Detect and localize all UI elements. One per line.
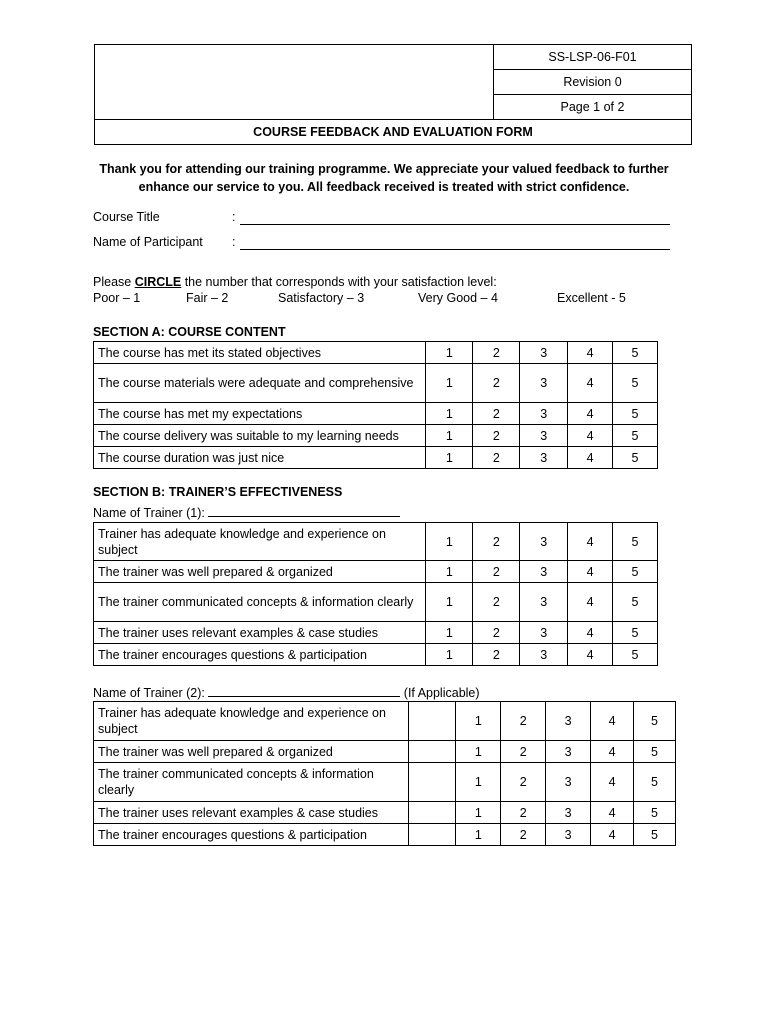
rating-option[interactable]: 3 bbox=[546, 702, 591, 741]
trainer-2-table bbox=[93, 701, 676, 846]
intro-line-1: Thank you for attending our training programme. We appreciate your valued feedback to further bbox=[99, 162, 669, 176]
rating-option[interactable]: 1 bbox=[426, 622, 473, 644]
rating-option[interactable]: 3 bbox=[520, 644, 568, 666]
rating-option[interactable]: 3 bbox=[520, 622, 568, 644]
rating-option[interactable]: 2 bbox=[473, 403, 520, 425]
blank-cell bbox=[408, 702, 456, 741]
rating-option[interactable]: 2 bbox=[501, 702, 546, 741]
rating-option[interactable]: 3 bbox=[546, 763, 591, 802]
rating-option[interactable]: 2 bbox=[473, 447, 520, 469]
rating-option[interactable]: 2 bbox=[473, 342, 520, 364]
rating-option[interactable]: 1 bbox=[426, 425, 473, 447]
rating-option[interactable]: 5 bbox=[634, 763, 676, 802]
rating-option[interactable]: 4 bbox=[568, 622, 613, 644]
participant-label: Name of Participant bbox=[93, 235, 203, 249]
course-title-field[interactable] bbox=[240, 210, 670, 225]
rating-option[interactable]: 1 bbox=[456, 802, 501, 824]
if-applicable-note: (If Applicable) bbox=[400, 686, 480, 700]
section-a-title: SECTION A: COURSE CONTENT bbox=[93, 325, 286, 339]
rating-option[interactable]: 5 bbox=[634, 824, 676, 846]
rating-option[interactable]: 4 bbox=[568, 583, 613, 622]
section-b-title: SECTION B: TRAINER’S EFFECTIVENESS bbox=[93, 485, 343, 499]
question: The trainer communicated concepts & information clearly bbox=[94, 583, 426, 622]
rating-option[interactable]: 4 bbox=[568, 425, 613, 447]
question: The course delivery was suitable to my learning needs bbox=[94, 425, 426, 447]
rating-option[interactable]: 4 bbox=[591, 824, 634, 846]
rating-option[interactable]: 3 bbox=[520, 425, 568, 447]
revision: Revision 0 bbox=[494, 70, 692, 95]
question: The trainer was well prepared & organized bbox=[94, 561, 426, 583]
rating-option[interactable]: 3 bbox=[546, 824, 591, 846]
question: The trainer uses relevant examples & case studies bbox=[94, 622, 426, 644]
question: The trainer was well prepared & organized bbox=[94, 741, 409, 763]
rating-option[interactable]: 1 bbox=[426, 403, 473, 425]
rating-option[interactable]: 4 bbox=[591, 763, 634, 802]
rating-option[interactable]: 2 bbox=[501, 741, 546, 763]
rating-option[interactable]: 4 bbox=[568, 447, 613, 469]
blank-cell bbox=[408, 741, 456, 763]
scale-excellent: Excellent - 5 bbox=[557, 291, 626, 305]
rating-option[interactable]: 4 bbox=[591, 802, 634, 824]
rating-option[interactable]: 4 bbox=[568, 364, 613, 403]
rating-option[interactable]: 3 bbox=[520, 561, 568, 583]
scale-satisfactory: Satisfactory – 3 bbox=[278, 291, 365, 305]
rating-option[interactable]: 1 bbox=[456, 824, 501, 846]
blank-cell bbox=[408, 802, 456, 824]
rating-option[interactable]: 2 bbox=[501, 763, 546, 802]
question: The course has met its stated objectives bbox=[94, 342, 426, 364]
rating-option[interactable]: 4 bbox=[568, 561, 613, 583]
rating-option[interactable]: 4 bbox=[568, 644, 613, 666]
scale-very-good: Very Good – 4 bbox=[418, 291, 498, 305]
rating-option[interactable]: 3 bbox=[520, 447, 568, 469]
rating-option[interactable]: 5 bbox=[613, 364, 658, 403]
rating-option[interactable]: 2 bbox=[501, 802, 546, 824]
question: The trainer uses relevant examples & case studies bbox=[94, 802, 409, 824]
rating-option[interactable]: 5 bbox=[613, 403, 658, 425]
rating-option[interactable]: 5 bbox=[634, 741, 676, 763]
rating-option[interactable]: 2 bbox=[473, 622, 520, 644]
rating-option[interactable]: 2 bbox=[473, 583, 520, 622]
rating-option[interactable]: 4 bbox=[591, 741, 634, 763]
question: The course has met my expectations bbox=[94, 403, 426, 425]
rating-option[interactable]: 1 bbox=[456, 741, 501, 763]
blank-cell bbox=[408, 824, 456, 846]
trainer-2-row bbox=[93, 684, 480, 700]
intro-line-2: enhance our service to you. All feedback received is treated with strict confidence. bbox=[138, 180, 630, 194]
question: Trainer has adequate knowledge and experience on subject bbox=[94, 702, 409, 741]
rating-option[interactable]: 4 bbox=[568, 342, 613, 364]
rating-option[interactable]: 5 bbox=[613, 644, 658, 666]
rating-option[interactable]: 2 bbox=[473, 523, 520, 561]
rating-scale-legend bbox=[93, 291, 653, 307]
rating-option[interactable]: 3 bbox=[520, 583, 568, 622]
rating-option[interactable]: 1 bbox=[426, 342, 473, 364]
trainer-1-name-field[interactable] bbox=[208, 504, 400, 517]
doc-code: SS-LSP-06-F01 bbox=[494, 45, 692, 70]
scale-fair: Fair – 2 bbox=[186, 291, 229, 305]
form-title: COURSE FEEDBACK AND EVALUATION FORM bbox=[95, 120, 692, 145]
rating-option[interactable]: 1 bbox=[456, 763, 501, 802]
trainer-1-row bbox=[93, 504, 400, 520]
rating-option[interactable]: 2 bbox=[473, 364, 520, 403]
question: The trainer communicated concepts & information clearly bbox=[94, 763, 409, 802]
rating-option[interactable]: 4 bbox=[568, 403, 613, 425]
rating-option[interactable]: 1 bbox=[426, 364, 473, 403]
rating-option[interactable]: 1 bbox=[426, 523, 473, 561]
rating-option[interactable]: 5 bbox=[613, 523, 658, 561]
rating-option[interactable]: 5 bbox=[613, 622, 658, 644]
participant-field[interactable] bbox=[240, 235, 670, 250]
rating-option[interactable]: 5 bbox=[613, 425, 658, 447]
section-a-table bbox=[93, 341, 658, 469]
rating-option[interactable]: 2 bbox=[473, 644, 520, 666]
rating-option[interactable]: 1 bbox=[426, 583, 473, 622]
rating-option[interactable]: 1 bbox=[426, 644, 473, 666]
rating-option[interactable]: 5 bbox=[613, 583, 658, 622]
trainer-1-table bbox=[93, 522, 658, 666]
instruction-text: Please CIRCLE the number that corresponds with your satisfaction level: bbox=[93, 275, 497, 289]
course-title-colon: : bbox=[232, 210, 236, 224]
trainer-2-label: Name of Trainer (2): bbox=[93, 686, 209, 700]
rating-option[interactable]: 1 bbox=[456, 702, 501, 741]
rating-option[interactable]: 5 bbox=[613, 561, 658, 583]
rating-option[interactable]: 1 bbox=[426, 447, 473, 469]
rating-option[interactable]: 2 bbox=[473, 425, 520, 447]
rating-option[interactable]: 5 bbox=[613, 342, 658, 364]
question: The trainer encourages questions & participation bbox=[94, 824, 409, 846]
page-number: Page 1 of 2 bbox=[494, 95, 692, 120]
rating-option[interactable]: 3 bbox=[546, 802, 591, 824]
rating-option[interactable]: 2 bbox=[501, 824, 546, 846]
question: The course duration was just nice bbox=[94, 447, 426, 469]
rating-option[interactable]: 3 bbox=[546, 741, 591, 763]
rating-option[interactable]: 3 bbox=[520, 403, 568, 425]
intro-text bbox=[94, 160, 674, 196]
rating-option[interactable]: 4 bbox=[568, 523, 613, 561]
question: The course materials were adequate and comprehensive bbox=[94, 364, 426, 403]
question: Trainer has adequate knowledge and experience on subject bbox=[94, 523, 426, 561]
logo-area bbox=[95, 45, 494, 120]
scale-poor: Poor – 1 bbox=[93, 291, 141, 305]
rating-option[interactable]: 5 bbox=[613, 447, 658, 469]
circle-emphasis: CIRCLE bbox=[134, 275, 182, 289]
course-title-label: Course Title bbox=[93, 210, 160, 224]
rating-option[interactable]: 1 bbox=[426, 561, 473, 583]
blank-cell bbox=[408, 763, 456, 802]
trainer-1-label: Name of Trainer (1): bbox=[93, 506, 209, 520]
rating-option[interactable]: 3 bbox=[520, 342, 568, 364]
rating-option[interactable]: 5 bbox=[634, 702, 676, 741]
rating-option[interactable]: 4 bbox=[591, 702, 634, 741]
trainer-2-name-field[interactable] bbox=[208, 684, 400, 697]
rating-option[interactable]: 3 bbox=[520, 523, 568, 561]
participant-colon: : bbox=[232, 235, 236, 249]
question: The trainer encourages questions & participation bbox=[94, 644, 426, 666]
rating-option[interactable]: 5 bbox=[634, 802, 676, 824]
rating-option[interactable]: 3 bbox=[520, 364, 568, 403]
form-header-table bbox=[94, 44, 692, 145]
rating-option[interactable]: 2 bbox=[473, 561, 520, 583]
